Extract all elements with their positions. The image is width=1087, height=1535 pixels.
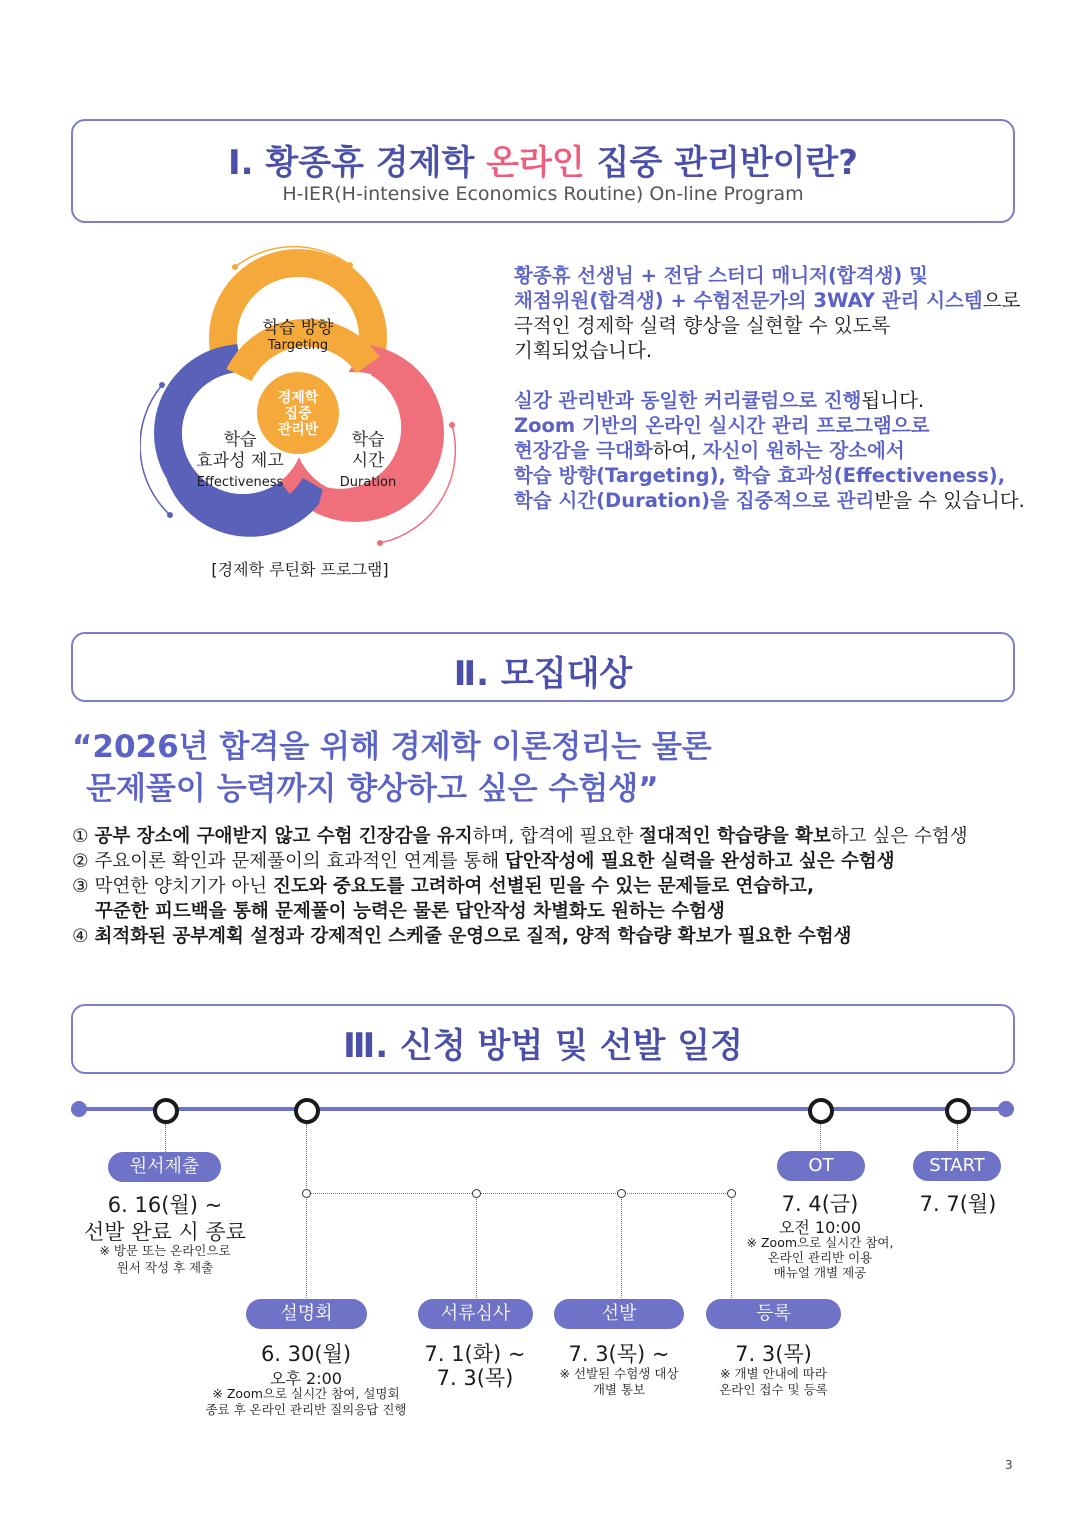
section1-subtitle: H-IER(H-intensive Economics Routine) On-line Program xyxy=(282,183,804,205)
right-label-ko2: 시간 xyxy=(351,451,385,471)
small-node-select xyxy=(617,1189,626,1198)
desc-p1-line1: 황종휴 선생님 + 전담 스터디 매니저(합격생) 및 xyxy=(514,264,928,287)
desc-p2-line2: Zoom 기반의 온라인 실시간 관리 프로그램으로 xyxy=(514,414,930,437)
step-select-note2: 개별 통보 xyxy=(592,1382,646,1397)
criteria-4-num: ④ xyxy=(72,926,95,947)
center-line-1: 경제학 xyxy=(277,390,319,406)
timeline-node-start xyxy=(945,1098,971,1124)
criteria-1-num: ① xyxy=(72,826,95,847)
center-line-2: 집중 xyxy=(284,406,312,422)
desc-p2-line1 xyxy=(514,388,1054,413)
small-node-register xyxy=(727,1189,736,1198)
desc-p2-line1-bold: 실강 관리반과 동일한 커리큘럼으로 진행 xyxy=(514,389,862,412)
target-quote-line1: “2026년 합격을 위해 경제학 이론정리는 물론 xyxy=(72,729,712,765)
top-label-ko: 학습 방향 xyxy=(262,318,334,338)
criteria-3-text: ③ 막연한 양치기가 아닌 xyxy=(72,876,273,897)
desc-p1-line2-bold: 채점위원(합격생) + 수험전문가의 3WAY 관리 시스템 xyxy=(514,289,983,312)
desc-p2-line4: 학습 방향(Targeting), 학습 효과성(Effectiveness), xyxy=(514,464,1006,487)
description-paragraph-2 xyxy=(514,388,1054,513)
center-line-3: 관리반 xyxy=(277,422,319,438)
step-info-note2: 종료 후 온라인 관리반 질의응답 진행 xyxy=(205,1402,407,1417)
section1-title-highlight: 온라인 xyxy=(486,143,585,183)
step-select-pill: 선발 xyxy=(554,1299,684,1329)
step-ot-note1: ※ Zoom으로 실시간 참여, xyxy=(746,1235,894,1250)
section1-title-post: 집중 관리반이란? xyxy=(584,143,858,183)
section3-header-box xyxy=(71,1004,1015,1074)
criteria-2 xyxy=(72,849,895,874)
step-doc-pill: 서류심사 xyxy=(418,1299,533,1329)
desc-p2-line5-bold: 학습 시간(Duration)을 집중적으로 관리 xyxy=(514,489,875,512)
connector-start xyxy=(957,1124,958,1152)
small-node-info xyxy=(302,1189,311,1198)
step-start-date: 7. 7(월) xyxy=(919,1192,997,1216)
step-ot-note3: 매뉴얼 개별 제공 xyxy=(773,1265,867,1280)
step-apply-note1: ※ 방문 또는 온라인으로 xyxy=(99,1243,231,1258)
step-register-note2: 온라인 접수 및 등록 xyxy=(719,1382,828,1397)
criteria-1-text: 하며, 합격에 필요한 xyxy=(472,826,640,847)
top-label-en: Targeting xyxy=(267,338,329,353)
section1-title xyxy=(73,135,1013,184)
target-quote-line2: 문제풀이 능력까지 향상하고 싶은 수험생” xyxy=(86,771,659,807)
timeline-node-apply xyxy=(153,1098,179,1124)
step-info-pill: 설명회 xyxy=(246,1299,367,1329)
criteria-1 xyxy=(72,824,968,849)
step-register-pill: 등록 xyxy=(706,1299,841,1329)
timeline-end-dot xyxy=(998,1101,1014,1117)
step-ot-date: 7. 4(금) xyxy=(781,1192,859,1216)
desc-p2-line5-normal: 받을 수 있습니다. xyxy=(874,489,1025,512)
timeline-line xyxy=(78,1107,1006,1111)
step-ot-note2: 온라인 관리반 이용 xyxy=(767,1250,873,1265)
section1-header-box xyxy=(71,119,1015,223)
step-ot-pill: OT xyxy=(777,1151,865,1181)
desc-p2-line3-bold1: 현장감을 극대화 xyxy=(514,439,653,462)
diagram-top-label xyxy=(238,313,358,353)
step-ot-sub: 오전 10:00 xyxy=(778,1218,862,1237)
section3-title: Ⅲ. 신청 방법 및 선발 일정 xyxy=(343,1026,743,1066)
desc-p2-line3 xyxy=(514,438,1054,463)
step-info-sub: 오후 2:00 xyxy=(270,1369,342,1388)
criteria-3-bold: 진도와 중요도를 고려하여 선별된 믿을 수 있는 문제들로 연습하고, xyxy=(272,876,815,897)
right-label-en: Duration xyxy=(339,475,397,490)
connector-apply xyxy=(165,1124,166,1152)
right-label-ko1: 학습 xyxy=(351,430,385,450)
connector-select xyxy=(621,1196,622,1300)
desc-p2-line3-bold2: 자신이 원하는 장소에서 xyxy=(702,439,905,462)
criteria-3-line2: 꾸준한 피드백을 통해 문제풀이 능력은 물론 답안작성 차별화도 원하는 수험생 xyxy=(95,901,725,922)
description-paragraph-1 xyxy=(514,263,1054,363)
desc-p1-line2 xyxy=(514,288,1054,313)
desc-p1-line3: 극적인 경제학 실력 향상을 실현할 수 있도록 xyxy=(514,314,891,337)
desc-p2-line3-normal: 하여, xyxy=(652,439,703,462)
connector-register xyxy=(731,1196,732,1300)
step-info-note1: ※ Zoom으로 실시간 참여, 설명회 xyxy=(212,1386,400,1401)
desc-p1-line2-normal: 으로 xyxy=(982,289,1021,312)
diagram-left-label xyxy=(180,430,300,493)
criteria-1-bold: 공부 장소에 구애받지 않고 수험 긴장감을 유지 xyxy=(94,826,473,847)
step-select-date: 7. 3(목) ~ xyxy=(568,1342,670,1366)
timeline-start-dot xyxy=(71,1101,87,1117)
diagram-right-label xyxy=(318,430,418,493)
step-apply-pill: 원서제출 xyxy=(108,1152,221,1182)
criteria-3 xyxy=(72,874,814,899)
step-apply-date: 6. 16(월) ~ xyxy=(107,1193,223,1217)
section2-title: Ⅱ. 모집대상 xyxy=(453,654,633,694)
left-label-ko1: 학습 xyxy=(223,430,257,450)
step-register-note1: ※ 개별 안내에 따라 xyxy=(720,1366,827,1381)
step-doc-date2: 7. 3(목) xyxy=(436,1366,514,1390)
step-register-date: 7. 3(목) xyxy=(735,1342,812,1366)
step-apply-sub: 선발 완료 시 종료 xyxy=(83,1220,247,1244)
criteria-4 xyxy=(72,924,851,949)
page-number: 3 xyxy=(1005,1458,1013,1472)
criteria-2-bold: 답안작성에 필요한 실력을 완성하고 싶은 수험생 xyxy=(505,851,895,872)
criteria-1-text2: 하고 싶은 수험생 xyxy=(830,826,968,847)
section1-title-pre: Ⅰ. 황종휴 경제학 xyxy=(227,143,487,183)
criteria-1-bold2: 절대적인 학습량을 확보 xyxy=(639,826,831,847)
timeline-node-ot xyxy=(808,1098,834,1124)
connector-doc xyxy=(476,1196,477,1300)
connector-ot xyxy=(820,1124,821,1152)
desc-p2-line5 xyxy=(514,488,1054,513)
left-label-en: Effectiveness xyxy=(196,475,284,490)
step-select-note1: ※ 선발된 수험생 대상 xyxy=(559,1366,679,1381)
criteria-2-text: ② 주요이론 확인과 문제풀이의 효과적인 연계를 통해 xyxy=(72,851,506,872)
desc-p2-line1-normal: 됩니다. xyxy=(861,389,925,412)
step-doc-date1: 7. 1(화) ~ xyxy=(424,1342,526,1366)
diagram-caption: [경제학 루틴화 프로그램] xyxy=(211,560,389,579)
timeline-node-info xyxy=(294,1098,320,1124)
step-start-pill: START xyxy=(913,1151,1001,1181)
section2-header-box xyxy=(71,632,1015,702)
connector-horizontal xyxy=(310,1193,730,1194)
connector-info xyxy=(306,1124,307,1300)
left-label-ko2: 효과성 제고 xyxy=(196,451,284,471)
step-info-date: 6. 30(월) xyxy=(260,1342,352,1366)
small-node-doc xyxy=(472,1189,481,1198)
step-apply-note2: 원서 작성 후 제출 xyxy=(116,1260,214,1275)
desc-p1-line4: 기획되었습니다. xyxy=(514,339,653,362)
criteria-4-bold: 최적화된 공부계획 설정과 강제적인 스케줄 운영으로 질적, 양적 학습량 확보가 필요한 수험생 xyxy=(94,926,852,947)
